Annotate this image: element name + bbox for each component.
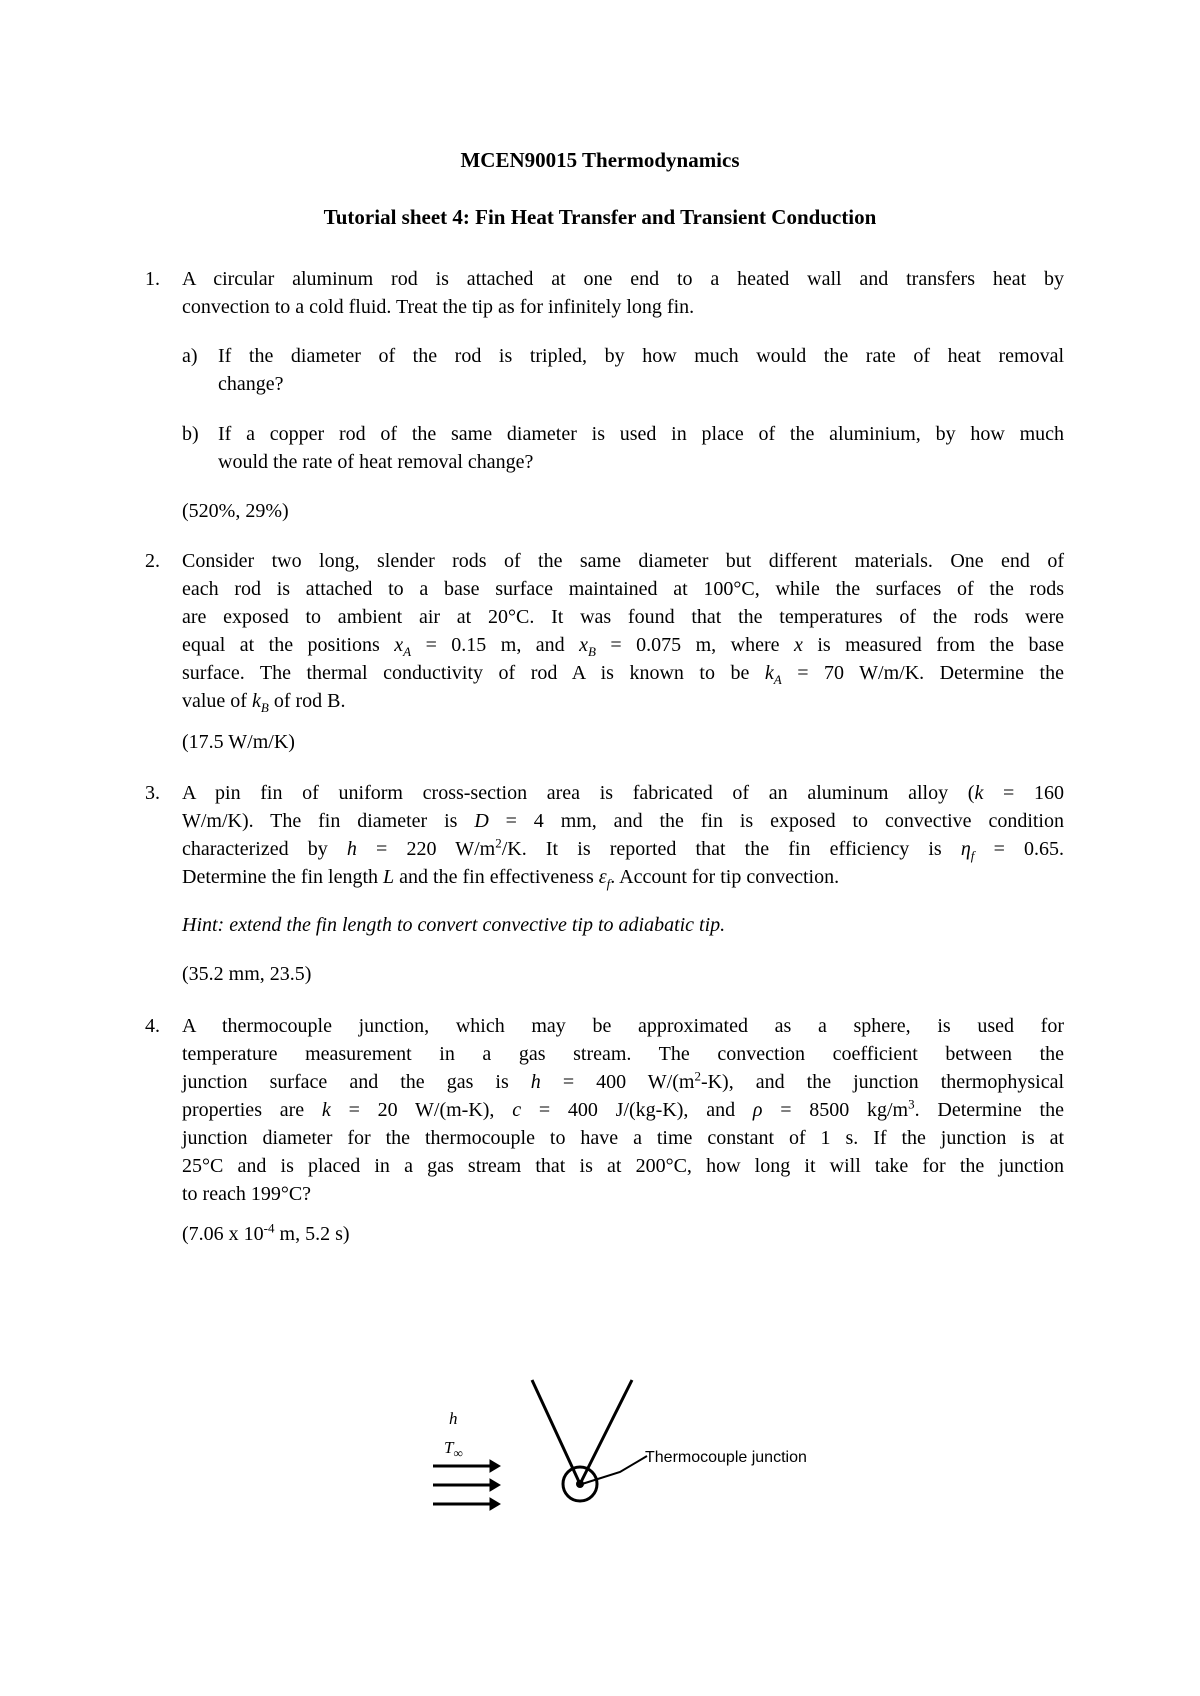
q1-part-a-label: a) [182,345,198,367]
flow-arrowhead-1 [490,1460,500,1472]
flow-arrowhead-2 [490,1479,500,1491]
junction-leader-line [582,1456,647,1484]
q4-line-3: junction surface and the gas is h = 400 $W/(m^2-K)$, and the junction thermophysical [182,1068,1064,1093]
flow-arrows [433,1460,500,1510]
question-2-number: 2. [145,550,160,572]
question-3-text [182,779,1064,891]
question-4-text [182,1012,1064,1208]
q2-line-3: are exposed to ambient air at 20°C. It was found that the temperatures of the rods were [182,606,1064,628]
q4-line-7: to reach 199°C? [182,1183,312,1205]
q1-answer: (520%, 29%) [182,500,289,522]
question-1-text [182,265,1064,321]
q4-line-4: properties are k = 20 W/(m-K), c = 400 J/(kg-K), and ρ = 8500 $kg/m^3$. Determine the [182,1096,1064,1121]
q2-line-6: value of $k_B$ of rod B. [182,690,346,715]
junction-sphere [563,1467,597,1501]
q2-line-1: Consider two long, slender rods of the same diameter but different materials. One end of [182,550,1064,572]
h-label: h [449,1409,458,1428]
q2-line-2: each rod is attached to a base surface maintained at 100°C, while the surfaces of the rods [182,578,1064,600]
question-3-number: 3. [145,782,160,804]
junction-center-dot [576,1480,584,1488]
q1b-line-1: If a copper rod of the same diameter is used in place of the aluminium, by how much [218,423,1064,445]
q1-part-a-text [218,342,1064,398]
wire-left [532,1380,580,1484]
q1a-line-1: If the diameter of the rod is tripled, by how much would the rate of heat removal [218,345,1064,367]
q1-part-b-text [218,420,1064,476]
wire-right [580,1380,632,1484]
q4-line-5: junction diameter for the thermocouple to have a time constant of 1 s. If the junction is at [182,1127,1064,1149]
q1b-line-2: would the rate of heat removal change? [218,451,534,473]
q2-line-4: equal at the positions $x_A = 0.15$ m, and $x_B = 0.075$ m, where x is measured from the base [182,634,1064,659]
course-title: MCEN90015 Thermodynamics [460,148,740,172]
q4-line-2: temperature measurement in a gas stream. The convection coefficient between the [182,1043,1064,1065]
q3-line-2: W/m/K). The fin diameter is D = 4 mm, and the fin is exposed to convective condition [182,810,1064,832]
q1-line-2: convection to a cold fluid. Treat the tip as for infinitely long fin. [182,296,695,318]
question-1-number: 1. [145,268,160,290]
flow-arrowhead-3 [490,1498,500,1510]
q2-line-5: surface. The thermal conductivity of rod A is known to be $k_A = 70$ W/m/K. Determine the [182,662,1064,687]
q1-part-b-label: b) [182,423,199,445]
q3-answer: (35.2 mm, 23.5) [182,963,312,985]
q3-hint: Hint: extend the fin length to convert convective tip to adiabatic tip. [182,914,726,936]
q3-line-3: characterized by h = 220 $W/m^2/K$. It is reported that the fin efficiency is $\eta_f = 0.65$. [182,835,1065,863]
sheet-title: Tutorial sheet 4: Fin Heat Transfer and Transient Conduction [323,205,877,229]
thermocouple-wires [532,1380,632,1484]
question-2-text [182,547,1064,715]
q4-answer: (7.06 x $10^{-4}$ m, 5.2 s) [182,1220,350,1245]
q3-line-4: Determine the fin length L and the fin effectiveness $\varepsilon_f$. Account for tip convection. [182,866,840,891]
q1a-line-2: change? [218,373,284,395]
q2-answer: (17.5 W/m/K) [182,731,295,753]
question-4-number: 4. [145,1015,160,1037]
junction-label: Thermocouple junction [645,1449,807,1466]
q3-line-1: A pin fin of uniform cross-section area is fabricated of an aluminum alloy (k = 160 [182,782,1065,804]
t-infinity-label: $T_\infty$ [444,1438,463,1461]
q1-line-1: A circular aluminum rod is attached at one end to a heated wall and transfers heat by [182,268,1064,290]
q4-line-1: A thermocouple junction, which may be approximated as a sphere, is used for [182,1015,1064,1037]
q4-line-6: 25°C and is placed in a gas stream that is at 200°C, how long it will take for the junction [182,1155,1064,1177]
